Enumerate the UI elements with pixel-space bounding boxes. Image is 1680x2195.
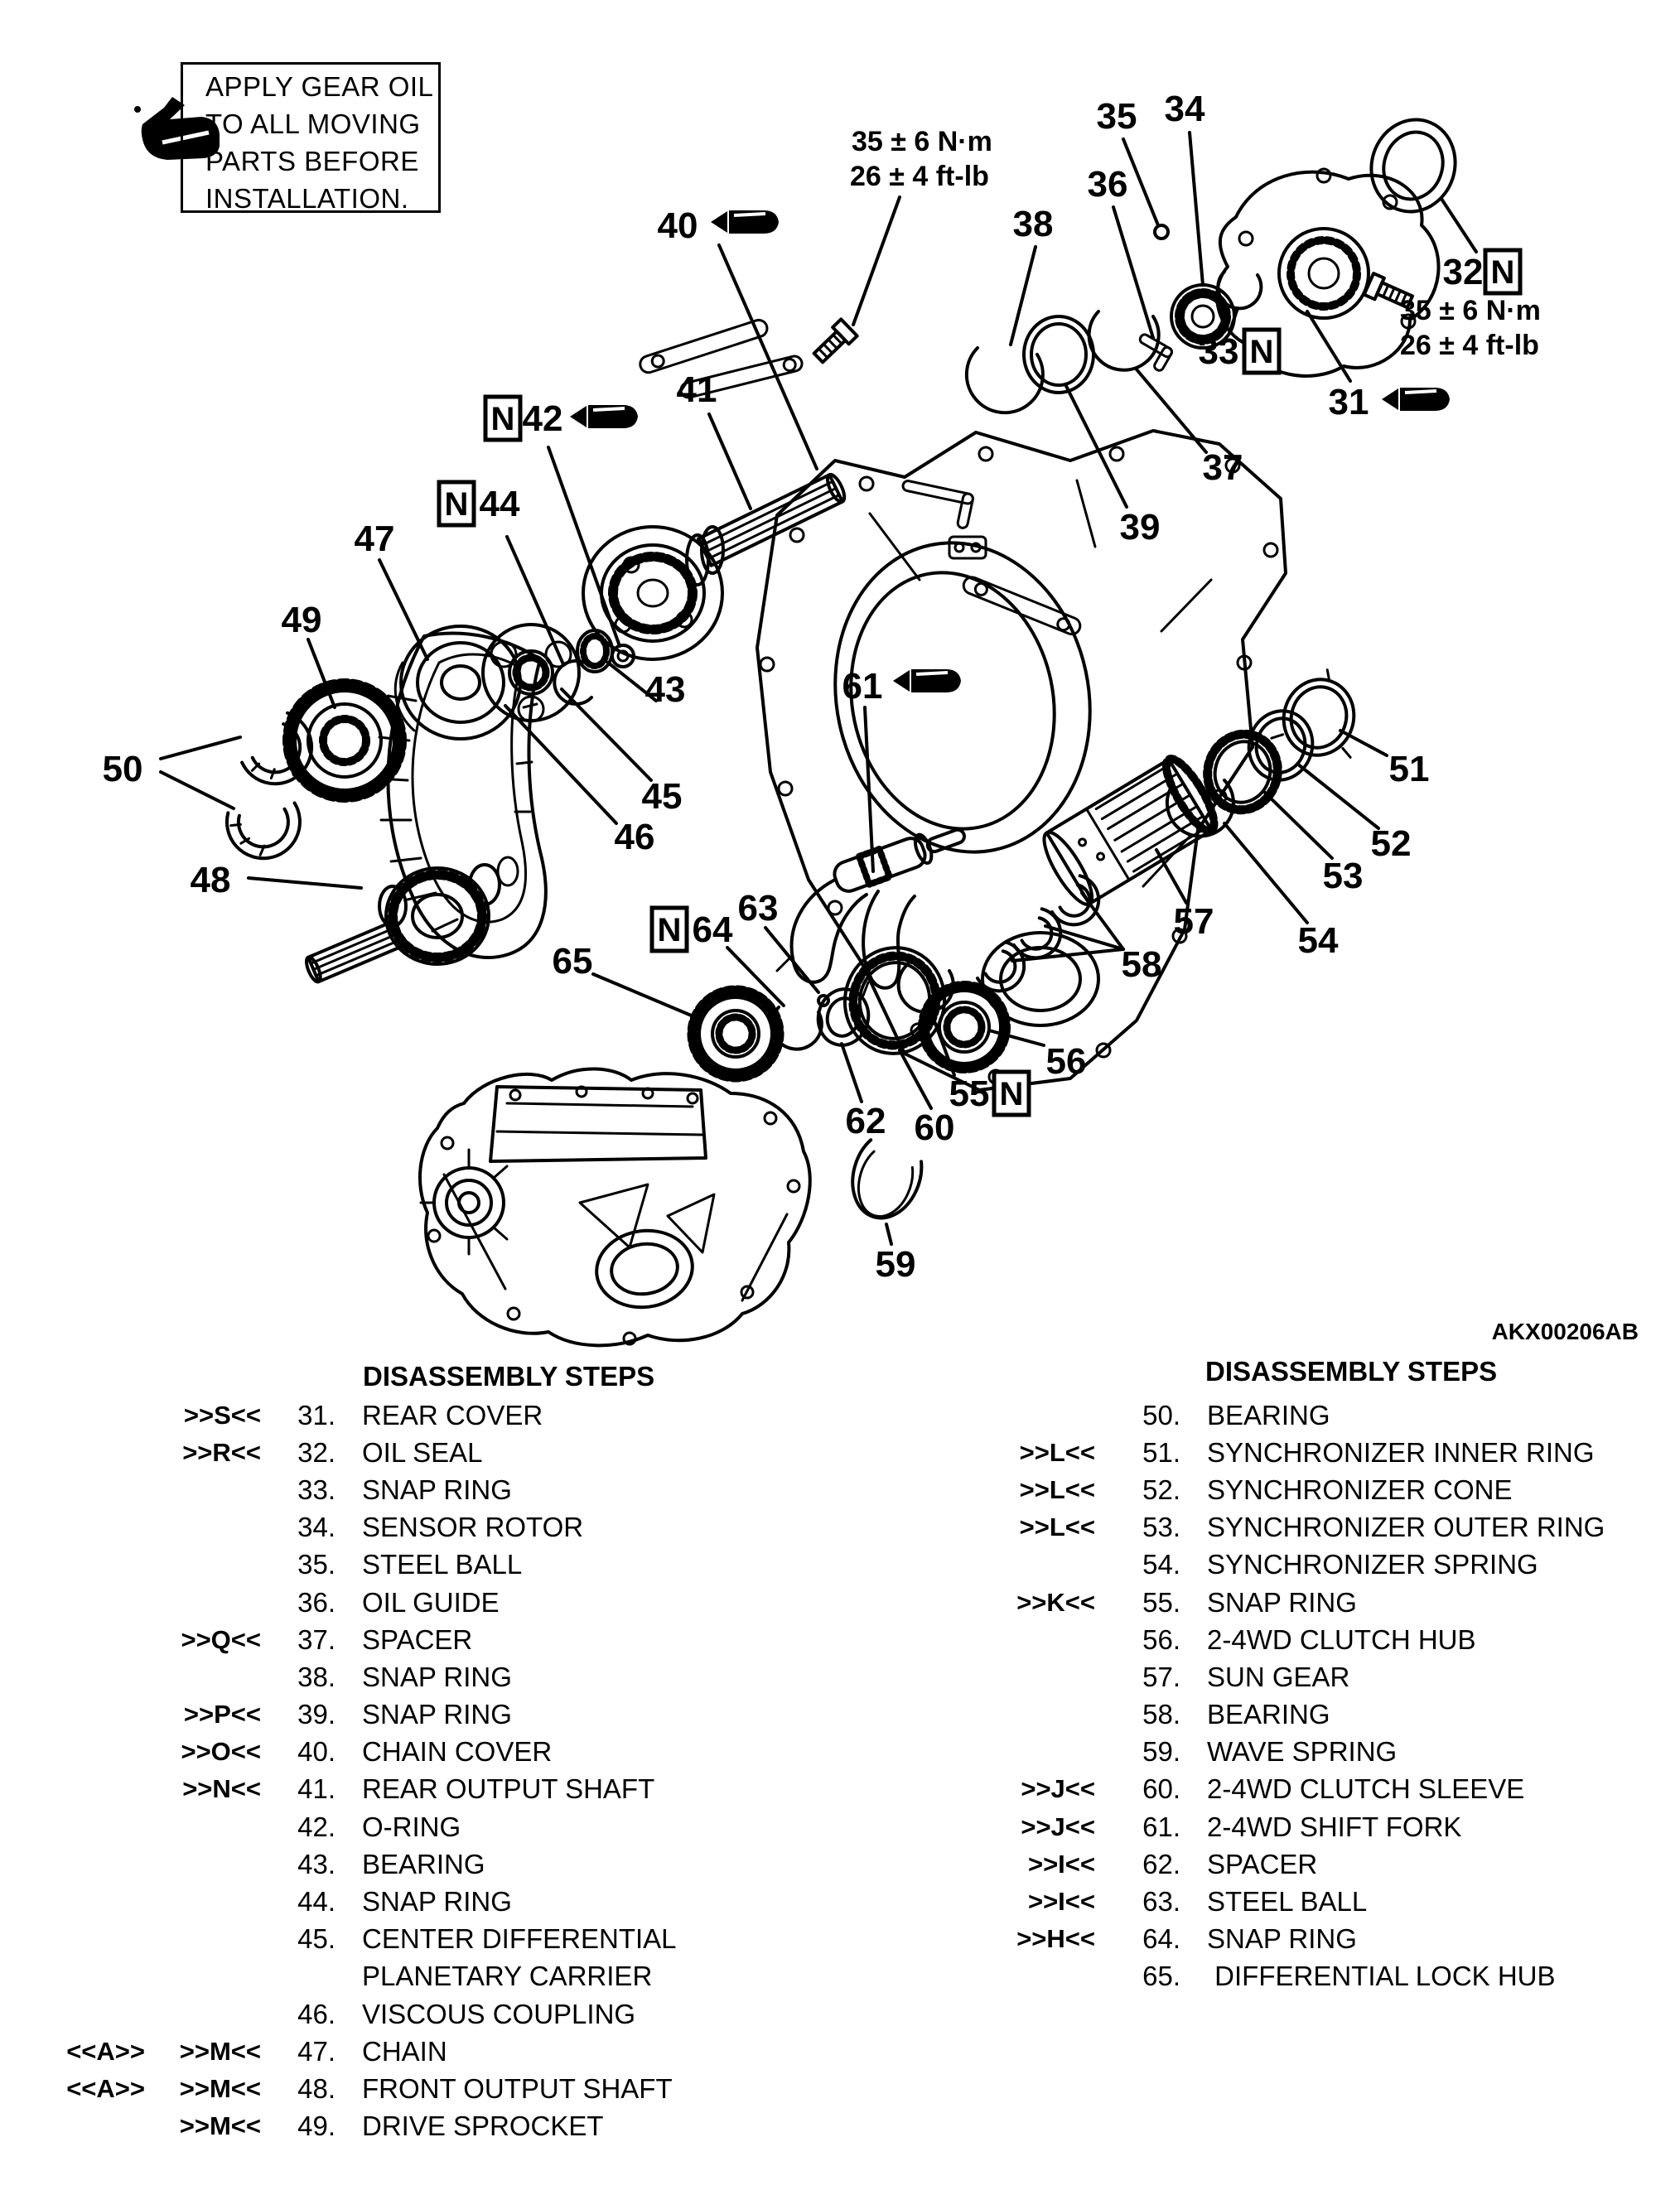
step-label: REAR OUTPUT SHAFT [362, 1773, 655, 1805]
svg-text:40: 40 [657, 205, 698, 246]
svg-text:26 ± 4 ft-lb: 26 ± 4 ft-lb [850, 161, 989, 192]
step-marker: >>H<< [1016, 1924, 1095, 1954]
step-marker: >>R<< [182, 1437, 261, 1467]
step-number: 41. [297, 1773, 336, 1805]
step-row [944, 1696, 1673, 1734]
step-marker: >>M<< [179, 2036, 261, 2066]
step-row [37, 1845, 899, 1883]
step-row [37, 1509, 899, 1546]
step-row [944, 1958, 1673, 1995]
step-marker: >>I<< [1027, 1887, 1095, 1917]
step-number: 44. [297, 1886, 336, 1918]
step-row [944, 1434, 1673, 1471]
step-label: PLANETARY CARRIER [362, 1961, 653, 1992]
step-label: REAR COVER [362, 1399, 543, 1430]
step-label: DIFFERENTIAL LOCK HUB [1207, 1961, 1556, 1992]
step-number: 43. [297, 1848, 336, 1879]
step-label: SNAP RING [362, 1474, 512, 1505]
step-row [37, 2070, 899, 2107]
step-number: 47. [297, 2035, 336, 2067]
step-row [944, 1397, 1673, 1434]
step-marker: <<A>> [66, 2073, 145, 2103]
step-label: 2-4WD CLUTCH SLEEVE [1207, 1773, 1525, 1805]
svg-text:51: 51 [1388, 749, 1430, 789]
step-marker: >>K<< [1016, 1587, 1095, 1617]
step-label: SYNCHRONIZER SPRING [1207, 1549, 1538, 1580]
step-number: 57. [1142, 1661, 1180, 1692]
step-number: 53. [1142, 1512, 1180, 1543]
note-line: APPLY GEAR OIL [205, 71, 434, 102]
step-number: 60. [1142, 1773, 1180, 1805]
svg-text:53: 53 [1322, 856, 1364, 896]
svg-text:62: 62 [845, 1101, 886, 1141]
step-label: STEEL BALL [362, 1549, 523, 1580]
step-label: CHAIN [362, 2035, 447, 2067]
step-label: CENTER DIFFERENTIAL [362, 1923, 677, 1955]
step-number: 42. [297, 1811, 336, 1842]
non-reusable-symbol [1244, 330, 1279, 373]
step-row [944, 1883, 1673, 1920]
svg-text:36: 36 [1087, 164, 1128, 205]
step-label: SPACER [1207, 1848, 1318, 1879]
non-reusable-symbol [439, 482, 474, 525]
svg-text:26 ± 4 ft-lb: 26 ± 4 ft-lb [1400, 330, 1539, 361]
step-label: SENSOR ROTOR [362, 1512, 584, 1543]
step-number: 33. [297, 1474, 336, 1505]
step-label: SYNCHRONIZER OUTER RING [1207, 1512, 1605, 1543]
non-reusable-symbol [994, 1072, 1029, 1115]
svg-text:55: 55 [949, 1073, 990, 1114]
step-row [37, 1658, 899, 1696]
svg-text:42: 42 [522, 398, 563, 439]
svg-text:60: 60 [914, 1107, 955, 1148]
torque-callout-right [1400, 295, 1541, 361]
step-label: 2-4WD SHIFT FORK [1207, 1811, 1462, 1842]
svg-text:64: 64 [692, 909, 733, 950]
svg-text:54: 54 [1297, 920, 1339, 961]
synchronizer-inner-ring-drawing [1270, 660, 1372, 765]
step-row [37, 1471, 899, 1508]
svg-text:N: N [1249, 334, 1274, 370]
non-reusable-symbol [652, 908, 687, 951]
wave-spring-drawing [842, 1138, 927, 1228]
step-label: OIL GUIDE [362, 1586, 500, 1618]
step-row [37, 1883, 899, 1920]
bearing-58-drawing [969, 872, 1108, 1001]
svg-text:N: N [444, 486, 469, 523]
note-line: PARTS BEFORE [205, 146, 419, 176]
svg-text:31: 31 [1328, 382, 1369, 422]
svg-text:65: 65 [552, 941, 593, 982]
svg-text:35 ± 6 N·m: 35 ± 6 N·m [852, 126, 992, 157]
step-number: 52. [1142, 1474, 1180, 1505]
svg-text:N: N [657, 912, 682, 948]
step-label: DRIVE SPROCKET [362, 2111, 604, 2142]
step-label: SNAP RING [1207, 1923, 1357, 1955]
step-row [944, 1921, 1673, 1958]
non-reusable-symbol [1485, 250, 1520, 293]
svg-text:56: 56 [1045, 1041, 1087, 1082]
step-label: SPACER [362, 1623, 473, 1655]
step-marker: >>L<< [1019, 1437, 1095, 1467]
svg-text:32: 32 [1442, 252, 1484, 292]
step-number: 59. [1142, 1736, 1180, 1768]
step-marker: >>P<< [183, 1700, 261, 1729]
svg-text:58: 58 [1121, 944, 1162, 985]
svg-text:45: 45 [641, 776, 683, 817]
bearing-43-drawing [577, 630, 612, 672]
step-number: 54. [1142, 1549, 1180, 1580]
svg-text:52: 52 [1370, 823, 1412, 864]
step-row [37, 1734, 899, 1771]
step-row [37, 2033, 899, 2070]
step-number: 46. [297, 1998, 336, 2029]
step-row [944, 1658, 1673, 1696]
sealant-tube-icon [893, 669, 961, 692]
step-label: SNAP RING [362, 1699, 512, 1730]
step-marker: >>M<< [179, 2073, 261, 2103]
svg-text:38: 38 [1012, 204, 1054, 244]
oil-seal-drawing [1359, 109, 1467, 222]
svg-text:N: N [490, 401, 515, 437]
step-marker: >>J<< [1021, 1811, 1095, 1841]
svg-text:N: N [1490, 254, 1515, 291]
spacer-37-drawing [1024, 316, 1093, 393]
step-number: 40. [297, 1736, 336, 1768]
front-output-shaft-drawing [304, 857, 518, 984]
gear-oil-note [181, 62, 441, 213]
left-list-heading: DISASSEMBLY STEPS [363, 1361, 655, 1392]
figure-code: AKX00206AB [1491, 1319, 1639, 1344]
svg-text:35: 35 [1096, 96, 1137, 137]
step-row [37, 1771, 899, 1808]
step-number: 39. [297, 1699, 336, 1730]
step-marker: <<A>> [66, 2036, 145, 2066]
disassembly-steps-right [944, 1397, 1673, 1995]
sun-gear-drawing [1036, 753, 1223, 910]
step-row [944, 1471, 1673, 1508]
svg-text:34: 34 [1164, 89, 1205, 129]
step-row [944, 1546, 1673, 1584]
snap-ring-33-drawing [1218, 272, 1261, 308]
viscous-coupling-drawing [395, 626, 520, 739]
step-label: FRONT OUTPUT SHAFT [362, 2072, 673, 2104]
step-label: SYNCHRONIZER INNER RING [1207, 1436, 1595, 1468]
svg-text:49: 49 [281, 600, 322, 640]
step-row [37, 1696, 899, 1734]
note-line: INSTALLATION. [205, 183, 409, 214]
step-row [37, 1958, 899, 1995]
step-row [37, 1621, 899, 1658]
step-label: SNAP RING [362, 1886, 512, 1918]
step-number: 64. [1142, 1923, 1180, 1955]
front-case-drawing [420, 1069, 810, 1345]
svg-text:57: 57 [1173, 901, 1214, 942]
rear-output-shaft-drawing [583, 472, 847, 659]
step-number: 55. [1142, 1586, 1180, 1618]
svg-text:33: 33 [1198, 331, 1239, 372]
svg-text:41: 41 [676, 369, 717, 410]
step-label: STEEL BALL [1207, 1886, 1368, 1918]
step-number: 58. [1142, 1699, 1180, 1730]
step-label: OIL SEAL [362, 1436, 483, 1468]
step-row [37, 1546, 899, 1584]
step-marker: >>N<< [182, 1774, 261, 1804]
step-number: 49. [297, 2111, 336, 2142]
step-label: O-RING [362, 1811, 461, 1842]
step-number: 34. [297, 1512, 336, 1543]
svg-text:37: 37 [1202, 447, 1243, 488]
step-row [944, 1621, 1673, 1658]
step-label: 2-4WD CLUTCH HUB [1207, 1623, 1476, 1655]
step-number: 37. [297, 1623, 336, 1655]
differential-lock-hub-drawing [693, 991, 779, 1077]
step-row [37, 1808, 899, 1845]
disassembly-steps-left [37, 1397, 899, 2145]
step-number: 31. [297, 1399, 336, 1430]
svg-text:59: 59 [875, 1244, 916, 1285]
step-label: WAVE SPRING [1207, 1736, 1398, 1768]
step-number: 61. [1142, 1811, 1180, 1842]
oil-pipe-parts [897, 480, 1083, 637]
svg-text:46: 46 [614, 817, 655, 857]
svg-text:43: 43 [644, 669, 686, 710]
sealant-tube-icon [570, 405, 638, 428]
step-marker: >>L<< [1019, 1474, 1095, 1504]
step-row [37, 1995, 899, 2033]
step-row [37, 1921, 899, 1958]
sealant-tube-icon [711, 210, 779, 234]
step-label: BEARING [362, 1848, 485, 1879]
step-marker: >>Q<< [181, 1624, 261, 1654]
step-row [944, 1845, 1673, 1883]
step-number: 35. [297, 1549, 336, 1580]
step-marker: >>L<< [1019, 1512, 1095, 1542]
svg-text:39: 39 [1119, 507, 1161, 548]
steel-ball-35-drawing [1155, 225, 1168, 239]
step-number: 36. [297, 1586, 336, 1618]
step-number: 62. [1142, 1848, 1180, 1879]
step-label: VISCOUS COUPLING [362, 1998, 636, 2029]
step-label: BEARING [1207, 1699, 1330, 1730]
step-label: SUN GEAR [1207, 1661, 1350, 1692]
svg-text:47: 47 [354, 519, 395, 559]
step-label: BEARING [1207, 1399, 1330, 1430]
step-marker: >>S<< [183, 1400, 261, 1430]
svg-text:50: 50 [102, 749, 143, 789]
step-label: SNAP RING [1207, 1586, 1357, 1618]
right-list-heading: DISASSEMBLY STEPS [1205, 1356, 1498, 1387]
svg-text:61: 61 [842, 666, 883, 707]
step-number: 63. [1142, 1886, 1180, 1918]
step-row [944, 1509, 1673, 1546]
step-number: 50. [1142, 1399, 1180, 1430]
step-number: 32. [297, 1436, 336, 1468]
step-marker: >>O<< [181, 1737, 261, 1767]
step-marker: >>J<< [1021, 1774, 1095, 1804]
svg-text:N: N [999, 1076, 1024, 1112]
note-line: TO ALL MOVING [205, 109, 421, 139]
step-label: SNAP RING [362, 1661, 512, 1692]
part-callouts [103, 89, 1484, 1285]
step-row [944, 1771, 1673, 1808]
step-row [37, 1584, 899, 1621]
non-reusable-symbol [485, 397, 520, 440]
step-row [37, 1397, 899, 1434]
step-row [37, 2108, 899, 2145]
svg-text:44: 44 [479, 484, 520, 524]
step-number: 65. [1142, 1961, 1180, 1992]
step-number: 48. [297, 2072, 336, 2104]
step-marker: >>M<< [179, 2111, 261, 2141]
svg-text:48: 48 [190, 860, 231, 900]
step-row [37, 1434, 899, 1471]
step-label: CHAIN COVER [362, 1736, 553, 1768]
shift-lever-parts [638, 318, 804, 399]
step-label: SYNCHRONIZER CONE [1207, 1474, 1513, 1505]
step-row [944, 1734, 1673, 1771]
step-number: 38. [297, 1661, 336, 1692]
step-number: 51. [1142, 1436, 1180, 1468]
bolt-icon [810, 319, 857, 365]
step-marker: >>I<< [1027, 1849, 1095, 1879]
step-row [944, 1808, 1673, 1845]
svg-text:63: 63 [737, 888, 779, 929]
svg-text:35 ± 6 N·m: 35 ± 6 N·m [1400, 295, 1541, 326]
sealant-tube-icon [1382, 388, 1450, 411]
torque-callout-top [850, 126, 992, 192]
step-number: 56. [1142, 1623, 1180, 1655]
step-number: 45. [297, 1923, 336, 1955]
step-row [944, 1584, 1673, 1621]
